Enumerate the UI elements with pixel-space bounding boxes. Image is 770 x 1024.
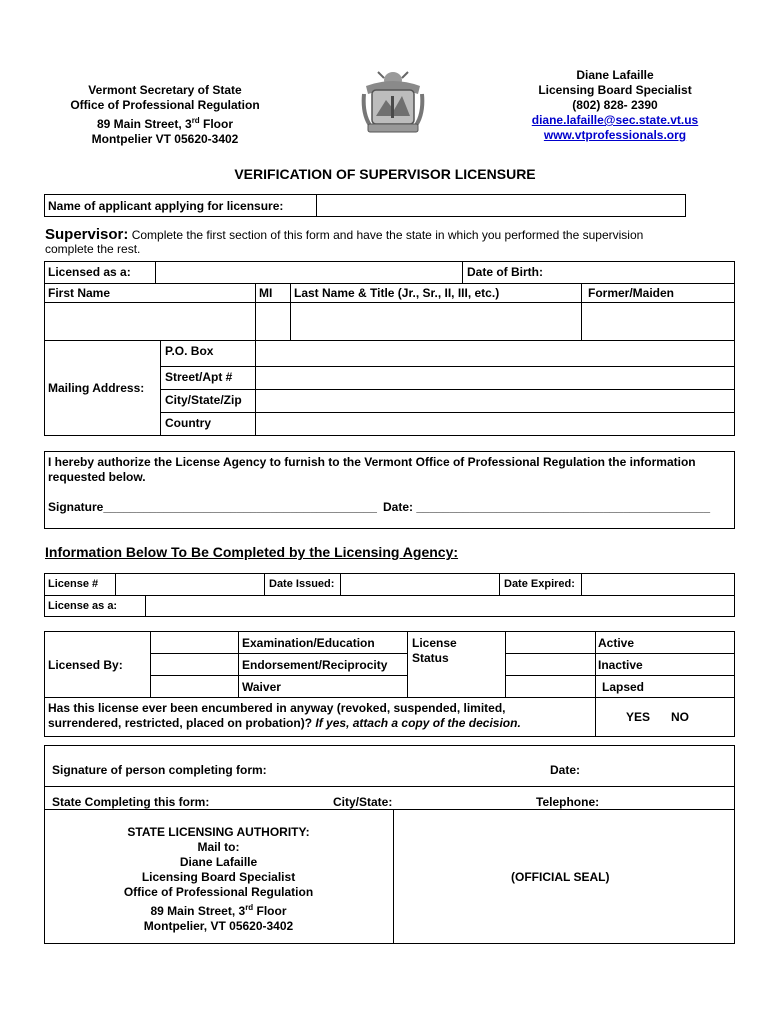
status-active-label: Active — [598, 636, 635, 650]
vermont-state-seal — [358, 66, 428, 138]
office-name: Vermont Secretary of State — [88, 83, 242, 97]
encumbered-question: Has this license ever been encumbered in anyway (revoked, suspended, limited, surrendered, restricted, placed on probation)? If yes, attach a copy of the decision. — [48, 701, 521, 730]
endorsement-reciprocity-label: Endorsement/Reciprocity — [242, 658, 388, 672]
authorization-text: I hereby authorize the License Agency to furnish to the Vermont Office of Professional Regulation the information requested below. — [48, 455, 696, 484]
date-issued-input[interactable] — [344, 576, 495, 593]
endorsement-checkbox[interactable] — [152, 655, 236, 673]
supervisor-instructions-line1: Complete the first section of this form and have the state in which you performed the supervision — [131, 228, 644, 242]
office-address-block — [40, 83, 290, 147]
licensed-by-label: Licensed By: — [48, 658, 123, 672]
completer-date-label: Date: — [550, 763, 581, 777]
official-seal-label: (OFFICIAL SEAL) — [511, 870, 610, 884]
authorization-signature-line[interactable]: Signature_________________________________________ — [48, 500, 377, 514]
first-name-input[interactable] — [48, 308, 251, 334]
date-of-birth-input[interactable] — [552, 264, 730, 281]
authorization-date-line[interactable]: Date: ____________________________________________ — [383, 500, 710, 514]
completer-date-input[interactable] — [588, 761, 730, 778]
country-label: Country — [165, 416, 211, 430]
encumbered-yes-option[interactable]: YES — [626, 710, 651, 724]
former-maiden-label: Former/Maiden — [588, 286, 675, 300]
license-as-input[interactable] — [149, 598, 731, 615]
office-city: Montpelier VT 05620-3402 — [91, 132, 239, 146]
contact-name: Diane Lafaille — [576, 68, 654, 82]
date-of-birth-label: Date of Birth: — [467, 265, 543, 279]
status-lapsed-label: Lapsed — [602, 680, 645, 694]
license-as-label: License as a: — [48, 600, 118, 612]
contact-email-link[interactable]: diane.lafaille@sec.state.vt.us — [531, 113, 699, 127]
examination-checkbox[interactable] — [152, 633, 236, 651]
middle-initial-input[interactable] — [259, 308, 287, 334]
contact-phone: (802) 828- 2390 — [572, 98, 658, 112]
completer-signature-label: Signature of person completing form: — [52, 763, 267, 777]
license-status-label: License Status — [412, 636, 457, 665]
inactive-checkbox[interactable] — [507, 655, 593, 673]
first-name-label: First Name — [48, 286, 111, 300]
middle-initial-label: MI — [259, 286, 273, 300]
street-apt-input[interactable] — [260, 369, 730, 387]
office-street: 89 Main Street, 3rd Floor — [96, 116, 234, 131]
street-apt-label: Street/Apt # — [165, 370, 233, 384]
licensed-as-label: Licensed as a: — [48, 265, 131, 279]
license-number-input[interactable] — [119, 576, 260, 593]
contact-block — [505, 68, 725, 143]
form-title: VERIFICATION OF SUPERVISOR LICENSURE — [234, 166, 536, 182]
city-state-zip-label: City/State/Zip — [165, 393, 242, 407]
supervisor-instructions-line2: complete the rest. — [45, 242, 141, 256]
mailing-instructions: STATE LICENSING AUTHORITY: Mail to: Diane Lafaille Licensing Board Specialist Office of Professional Regulation 89 Main Street, 3rd Floor Montpelier, VT 05620-3402 — [123, 825, 314, 933]
seal-image — [358, 66, 428, 138]
agency-section-heading: Information Below To Be Completed by the Licensing Agency: — [45, 544, 459, 560]
licensed-as-input[interactable] — [159, 264, 459, 281]
status-inactive-label: Inactive — [598, 658, 643, 672]
contact-website-link[interactable]: www.vtprofessionals.org — [543, 128, 687, 142]
country-input[interactable] — [260, 415, 730, 433]
waiver-label: Waiver — [242, 680, 281, 694]
date-expired-label: Date Expired: — [504, 578, 575, 590]
contact-title: Licensing Board Specialist — [538, 83, 692, 97]
city-state-zip-input[interactable] — [260, 392, 730, 410]
completer-signature-input[interactable] — [285, 761, 540, 778]
date-expired-input[interactable] — [585, 576, 731, 593]
supervisor-heading: Supervisor: — [45, 226, 129, 243]
waiver-checkbox[interactable] — [152, 677, 236, 695]
office-department: Office of Professional Regulation — [70, 98, 260, 112]
applicant-name-label: Name of applicant applying for licensure: — [48, 199, 284, 213]
license-number-label: License # — [48, 578, 99, 590]
po-box-input[interactable] — [260, 344, 730, 362]
state-completing-label: State Completing this form: — [52, 795, 210, 809]
city-state-label: City/State: — [333, 795, 393, 809]
supervisor-instructions — [45, 228, 735, 256]
po-box-label: P.O. Box — [165, 344, 214, 358]
date-issued-label: Date Issued: — [269, 578, 335, 590]
applicant-name-input[interactable] — [320, 197, 680, 214]
former-maiden-input[interactable] — [585, 308, 731, 334]
last-name-label: Last Name & Title (Jr., Sr., II, III, etc.) — [294, 286, 500, 300]
last-name-input[interactable] — [294, 308, 577, 334]
active-checkbox[interactable] — [507, 633, 593, 651]
telephone-label: Telephone: — [536, 795, 600, 809]
mailing-address-label: Mailing Address: — [48, 381, 145, 395]
examination-education-label: Examination/Education — [242, 636, 375, 650]
lapsed-checkbox[interactable] — [507, 677, 593, 695]
encumbered-no-option[interactable]: NO — [671, 710, 689, 724]
